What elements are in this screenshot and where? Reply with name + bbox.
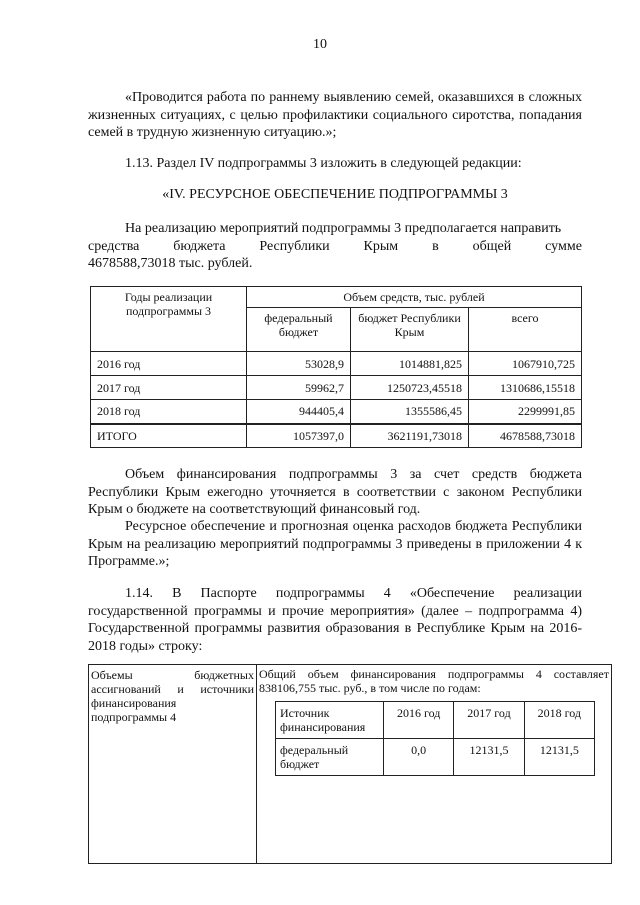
table-row <box>91 352 582 376</box>
word: в <box>432 238 439 254</box>
word: общей <box>472 238 512 254</box>
cell-republic: 1250723,45518 <box>351 376 469 400</box>
inner-cell-2017: 12131,5 <box>454 739 524 776</box>
paragraph-financing: Объем финансирования подпрограммы 3 за счет средств бюджета Республики Крым ежегодно уточняется в соответствии с законом Республики Крым о бюджете на соответствующий финансовый год. <box>88 467 582 517</box>
cell-federal: 1057397,0 <box>247 424 351 448</box>
inner-cell-source: федеральный бюджет <box>276 739 384 776</box>
resource-table <box>90 286 582 448</box>
paragraph-family-work: «Проводится работа по раннему выявлению семей, оказавшихся в сложных жизненных ситуациях, с целью профилактики социального сиротства, попадания семей в трудную жизненную ситуацию.»; <box>88 90 582 140</box>
cell-republic: 1355586,45 <box>351 400 469 424</box>
funding-intro-line1: На реализацию мероприятий подпрограммы 3 предполагается направить <box>125 221 562 236</box>
cell-total: 1310686,15518 <box>469 376 582 400</box>
table-row-total <box>91 424 582 448</box>
inner-cell-2018: 12131,5 <box>524 739 594 776</box>
cell-year: 2017 год <box>91 376 247 400</box>
table-row <box>276 739 595 776</box>
inner-header-2018: 2018 год <box>524 702 594 739</box>
cell-year: 2018 год <box>91 400 247 424</box>
word: бюджета <box>173 238 226 254</box>
header-group: Объем средств, тыс. рублей <box>247 287 582 308</box>
cell-federal: 944405,4 <box>247 400 351 424</box>
inner-header-2016: 2016 год <box>384 702 454 739</box>
cell-year: ИТОГО <box>91 424 247 448</box>
cell-federal: 59962,7 <box>247 376 351 400</box>
cell-year: 2016 год <box>91 352 247 376</box>
cell-republic: 1014881,825 <box>351 352 469 376</box>
paragraph-resource: Ресурсное обеспечение и прогнозная оценка расходов бюджета Республики Крым на реализацию мероприятий подпрограммы 3 приведены в приложении 4 к Программе.»; <box>88 519 582 569</box>
word: средства <box>88 238 140 254</box>
header-years: Годы реализации подпрограммы 3 <box>91 287 247 352</box>
cell-total: 2299991,85 <box>469 400 582 424</box>
word: сумме <box>545 238 582 254</box>
passport-right-text: Общий объем финансирования подпрограммы 4 составляет 838106,755 тыс. руб., в том числе по годам: <box>259 667 609 695</box>
section-title: «IV. РЕСУРСНОЕ ОБЕСПЕЧЕНИЕ ПОДПРОГРАММЫ 3 <box>162 187 508 202</box>
passport-left-label: Объемы бюджетных ассигнований и источники финансирования подпрограммы 4 <box>89 665 257 864</box>
passport-inner-table <box>275 701 595 776</box>
funding-intro-line3: 4678588,73018 тыс. рублей. <box>88 256 253 271</box>
cell-total: 1067910,725 <box>469 352 582 376</box>
funding-intro-line2 <box>88 238 582 256</box>
item-1-14: 1.14. В Паспорте подпрограммы 4 «Обеспечение реализации государственной программы и прочие мероприятия» (далее – подпрограмма 4) Государственной программы развития образования в Республике Крым на 2016-2018 годы» строку: <box>88 586 582 654</box>
item-1-13: 1.13. Раздел IV подпрограммы 3 изложить в следующей редакции: <box>125 156 522 171</box>
cell-republic: 3621191,73018 <box>351 424 469 448</box>
word: Крым <box>363 238 399 254</box>
word: Республики <box>259 238 330 254</box>
header-total: всего <box>469 308 582 352</box>
cell-total: 4678588,73018 <box>469 424 582 448</box>
inner-header-2017: 2017 год <box>454 702 524 739</box>
header-federal: федеральный бюджет <box>247 308 351 352</box>
table-row <box>91 376 582 400</box>
inner-header-source: Источник финансирования <box>276 702 384 739</box>
cell-federal: 53028,9 <box>247 352 351 376</box>
passport-table <box>88 664 612 864</box>
header-republic: бюджет Республики Крым <box>351 308 469 352</box>
table-row <box>91 400 582 424</box>
funding-intro <box>88 220 582 273</box>
inner-cell-2016: 0,0 <box>384 739 454 776</box>
passport-right-cell <box>257 665 612 864</box>
page-number: 10 <box>313 37 327 52</box>
